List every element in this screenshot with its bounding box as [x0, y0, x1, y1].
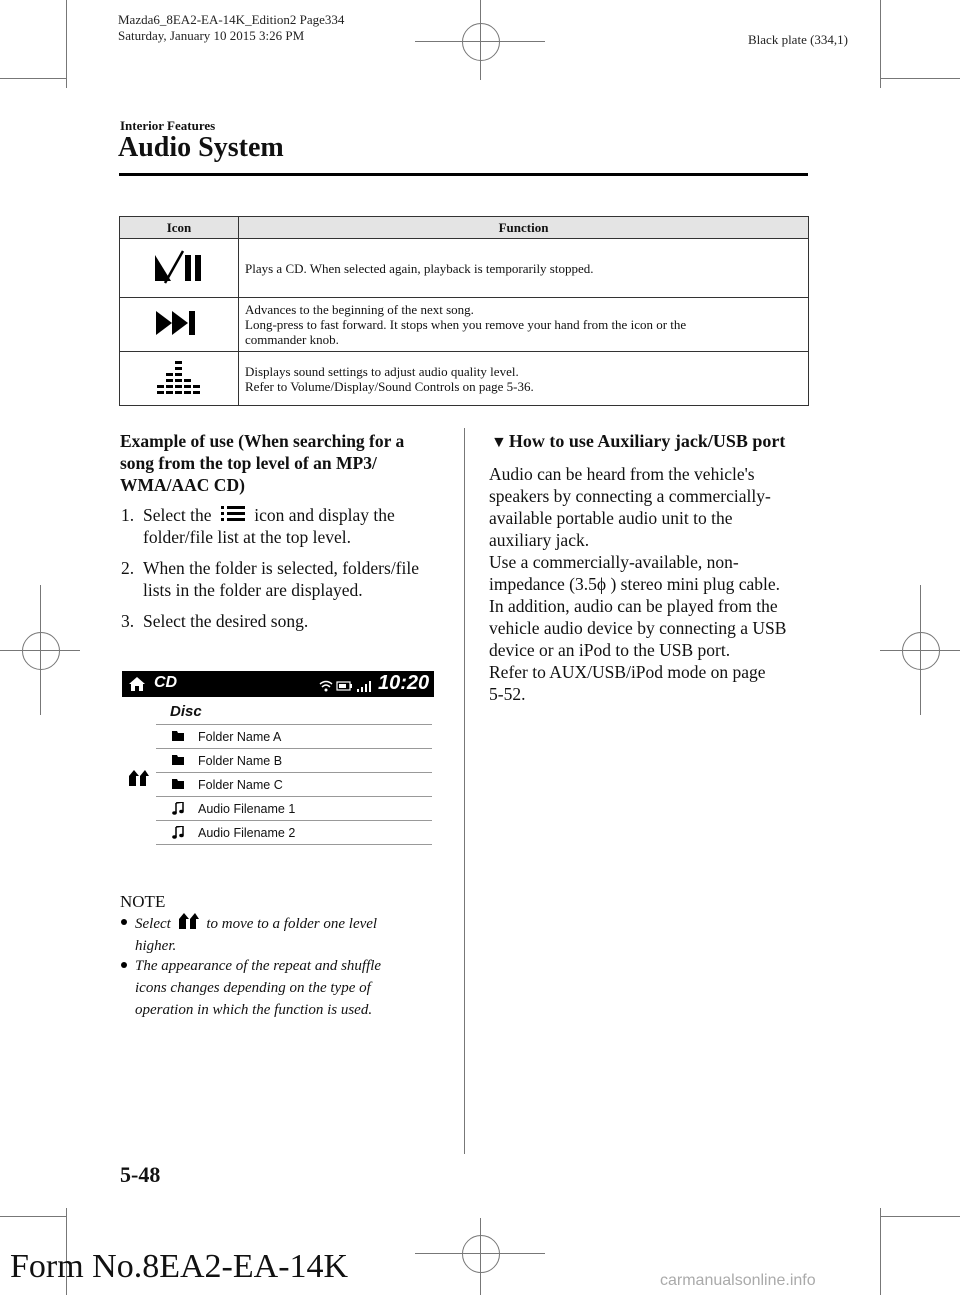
- list-icon: [220, 505, 246, 523]
- date-line: Saturday, January 10 2015 3:26 PM: [118, 28, 305, 43]
- registration-circle: [462, 1235, 500, 1273]
- step-1: [121, 504, 395, 548]
- body-line: available portable audio unit to the: [489, 508, 733, 528]
- bullet: [121, 919, 127, 925]
- note-text: to move to a folder one level: [206, 916, 378, 932]
- function-cell: [239, 298, 809, 352]
- body-line: Use a commercially-available, non-: [489, 552, 739, 572]
- step-text: Select the: [143, 505, 212, 525]
- function-text: Plays a CD. When selected again, playback is temporarily stopped.: [245, 260, 594, 276]
- body-line: impedance (3.5ϕ ) stereo mini plug cable.: [489, 574, 781, 594]
- file-line: Mazda6_8EA2-EA-14K_Edition2 Page334: [118, 12, 345, 27]
- step-text: lists in the folder are displayed.: [143, 580, 363, 600]
- aux-body: [489, 463, 786, 705]
- music-note-icon: [172, 802, 184, 815]
- aux-heading: [491, 430, 785, 454]
- note-text: icons changes depending on the type of: [135, 980, 371, 996]
- crop-mark: [880, 1216, 960, 1217]
- body-line: speakers by connecting a commercially-: [489, 486, 771, 506]
- column-divider: [464, 428, 465, 1154]
- step-number: 3.: [121, 611, 135, 631]
- function-text: Long-press to fast forward. It stops when you remove your hand from the icon or the: [245, 317, 687, 332]
- body-line: Audio can be heard from the vehicle's: [489, 464, 755, 484]
- list-item[interactable]: [156, 821, 432, 845]
- note-text: Select: [135, 916, 171, 932]
- body-line: device or an iPod to the USB port.: [489, 640, 731, 660]
- page-number: 5-48: [120, 1162, 161, 1187]
- example-heading: [120, 430, 404, 496]
- list-item-label: Audio Filename 1: [198, 802, 296, 816]
- crop-mark: [66, 0, 67, 88]
- list-item-label: Folder Name A: [198, 730, 282, 744]
- function-text: Refer to Volume/Display/Sound Controls on page 5-36.: [245, 378, 534, 394]
- body-line: auxiliary jack.: [489, 530, 590, 550]
- form-number: Form No.8EA2-EA-14K: [10, 1248, 349, 1285]
- heading-line: WMA/AAC CD): [120, 475, 245, 495]
- folder-up-icon[interactable]: [128, 769, 150, 787]
- title-rule: [119, 173, 808, 176]
- function-cell: [239, 239, 809, 298]
- step-text: Select the desired song.: [143, 611, 309, 631]
- music-note-icon: [172, 826, 184, 839]
- icon-function-table: [119, 216, 809, 406]
- note-text: operation in which the function is used.: [135, 1002, 373, 1018]
- heading-line: Example of use (When searching for a: [120, 431, 405, 451]
- registration-circle: [462, 23, 500, 61]
- folder-icon: [172, 778, 184, 789]
- crop-mark: [880, 78, 960, 79]
- function-cell: [239, 352, 809, 406]
- wifi-icon: [319, 680, 333, 692]
- list-item[interactable]: [156, 749, 432, 773]
- step-number: 1.: [121, 505, 135, 525]
- home-icon: [129, 677, 145, 691]
- step-text: When the folder is selected, folders/file: [143, 558, 420, 578]
- next-track-icon: [154, 308, 204, 338]
- step-text: folder/file list at the top level.: [143, 527, 351, 547]
- list-item-label: Audio Filename 2: [198, 826, 296, 840]
- page-title: Audio System: [118, 132, 284, 163]
- function-text: Displays sound settings to adjust audio quality level.: [245, 363, 519, 379]
- note-item-1: [121, 912, 377, 957]
- list-title-row: [156, 699, 432, 725]
- folder-icon: [172, 754, 184, 765]
- watermark: carmanualsonline.info: [660, 1272, 816, 1289]
- crop-mark: [0, 1216, 66, 1217]
- crop-mark: [0, 78, 66, 79]
- col-header-icon: Icon: [120, 217, 239, 239]
- play-pause-icon: [151, 249, 207, 285]
- battery-icon: [336, 680, 354, 692]
- function-text: commander knob.: [245, 332, 339, 347]
- body-line: Refer to AUX/USB/iPod mode on page: [489, 662, 766, 682]
- note-text: The appearance of the repeat and shuffle: [135, 958, 382, 974]
- step-number: 2.: [121, 558, 135, 578]
- screen-side-panel: [122, 697, 157, 857]
- folder-up-icon: [178, 912, 200, 930]
- note-item-2: [121, 955, 381, 1021]
- body-line: In addition, audio can be played from the: [489, 596, 778, 616]
- audio-screen-illustration: [122, 671, 434, 857]
- screen-status-bar: [122, 671, 434, 697]
- registration-circle: [22, 632, 60, 670]
- col-header-function: Function: [239, 217, 809, 239]
- step-text: icon and display the: [254, 505, 395, 525]
- plate-label: Black plate (334,1): [748, 32, 848, 47]
- list-item[interactable]: [156, 773, 432, 797]
- screen-source: CD: [154, 674, 178, 691]
- equalizer-icon: [155, 359, 203, 395]
- note-text: higher.: [135, 938, 177, 954]
- note-label: NOTE: [120, 892, 166, 911]
- step-3: [121, 610, 308, 632]
- list-item-label: Folder Name C: [198, 778, 283, 792]
- table-row: [120, 298, 809, 352]
- aux-heading-text: How to use Auxiliary jack/USB port: [508, 431, 786, 451]
- signal-icon: [356, 680, 372, 692]
- list-title: Disc: [170, 703, 202, 720]
- list-item[interactable]: [156, 725, 432, 749]
- folder-icon: [172, 730, 184, 741]
- triangle-down-icon: ▼: [491, 434, 507, 451]
- step-2: [121, 557, 419, 601]
- list-item[interactable]: [156, 797, 432, 821]
- list-item-label: Folder Name B: [198, 754, 283, 768]
- screen-time: 10:20: [378, 672, 430, 694]
- registration-circle: [902, 632, 940, 670]
- bullet: [121, 962, 127, 968]
- heading-line: song from the top level of an MP3/: [120, 453, 377, 473]
- table-row: [120, 239, 809, 298]
- crop-mark: [880, 0, 881, 88]
- section-label: Interior Features: [120, 118, 216, 133]
- body-line: vehicle audio device by connecting a USB: [489, 618, 787, 638]
- print-meta: [118, 12, 344, 44]
- function-text: Advances to the beginning of the next song.: [245, 302, 474, 317]
- crop-mark: [880, 1208, 881, 1295]
- table-row: [120, 352, 809, 406]
- body-line: 5-52.: [489, 684, 526, 704]
